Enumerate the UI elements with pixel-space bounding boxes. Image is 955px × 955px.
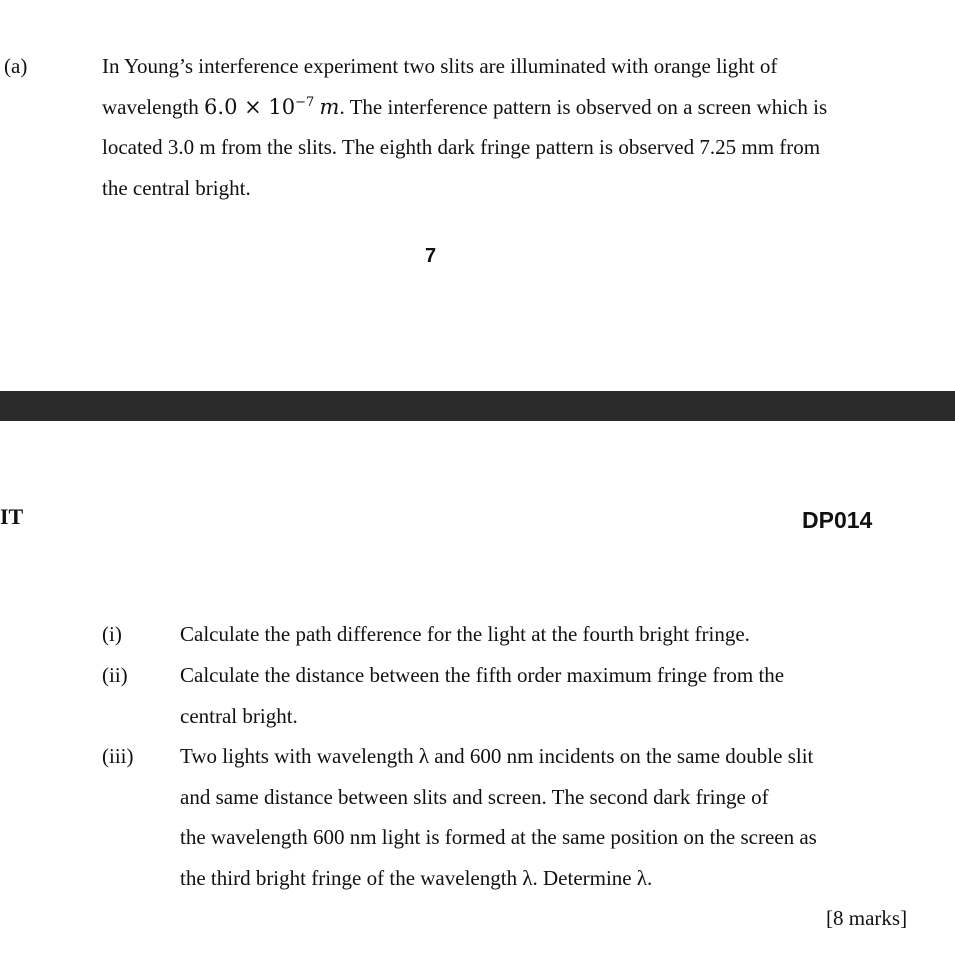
- question-iii-label: (iii): [102, 744, 134, 768]
- header-course-code: DP014: [802, 507, 873, 533]
- question-iii-line-4: the third bright fringe of the wavelength λ. Determine λ.: [180, 866, 653, 890]
- wavelength-value: 6.0 × 10: [204, 95, 296, 119]
- page-number: 7: [425, 245, 437, 267]
- part-a-line-2-post: . The interference pattern is observed on a screen which is: [339, 95, 828, 119]
- question-iii-line-3: the wavelength 600 nm light is formed at the same position on the screen as: [180, 825, 817, 849]
- question-ii-label: (ii): [102, 663, 128, 687]
- question-i-label: (i): [102, 622, 122, 646]
- marks: [8 marks]: [826, 906, 908, 930]
- part-a-label: (a): [4, 54, 28, 78]
- question-ii-line-1: Calculate the distance between the fifth order maximum fringe from the: [180, 663, 785, 687]
- question-iii-line-1: Two lights with wavelength λ and 600 nm incidents on the same double slit: [180, 744, 814, 768]
- part-a-line-4: the central bright.: [102, 176, 251, 200]
- question-iii-line-2: and same distance between slits and screen. The second dark fringe of: [180, 785, 769, 809]
- header-left: IT: [0, 504, 24, 529]
- question-i-line-1: Calculate the path difference for the light at the fourth bright fringe.: [180, 622, 750, 646]
- page-separator-band: [0, 391, 955, 421]
- part-a-line-3: located 3.0 m from the slits. The eighth dark fringe pattern is observed 7.25 mm from: [102, 135, 821, 159]
- wavelength-exponent: −7: [295, 95, 315, 110]
- part-a-line-2: [102, 96, 827, 118]
- part-a-line-2-pre: wavelength: [102, 95, 205, 119]
- question-ii-line-2: central bright.: [180, 704, 298, 728]
- wavelength-unit: m: [319, 95, 340, 119]
- part-a-line-1: In Young’s interference experiment two slits are illuminated with orange light of: [102, 54, 778, 78]
